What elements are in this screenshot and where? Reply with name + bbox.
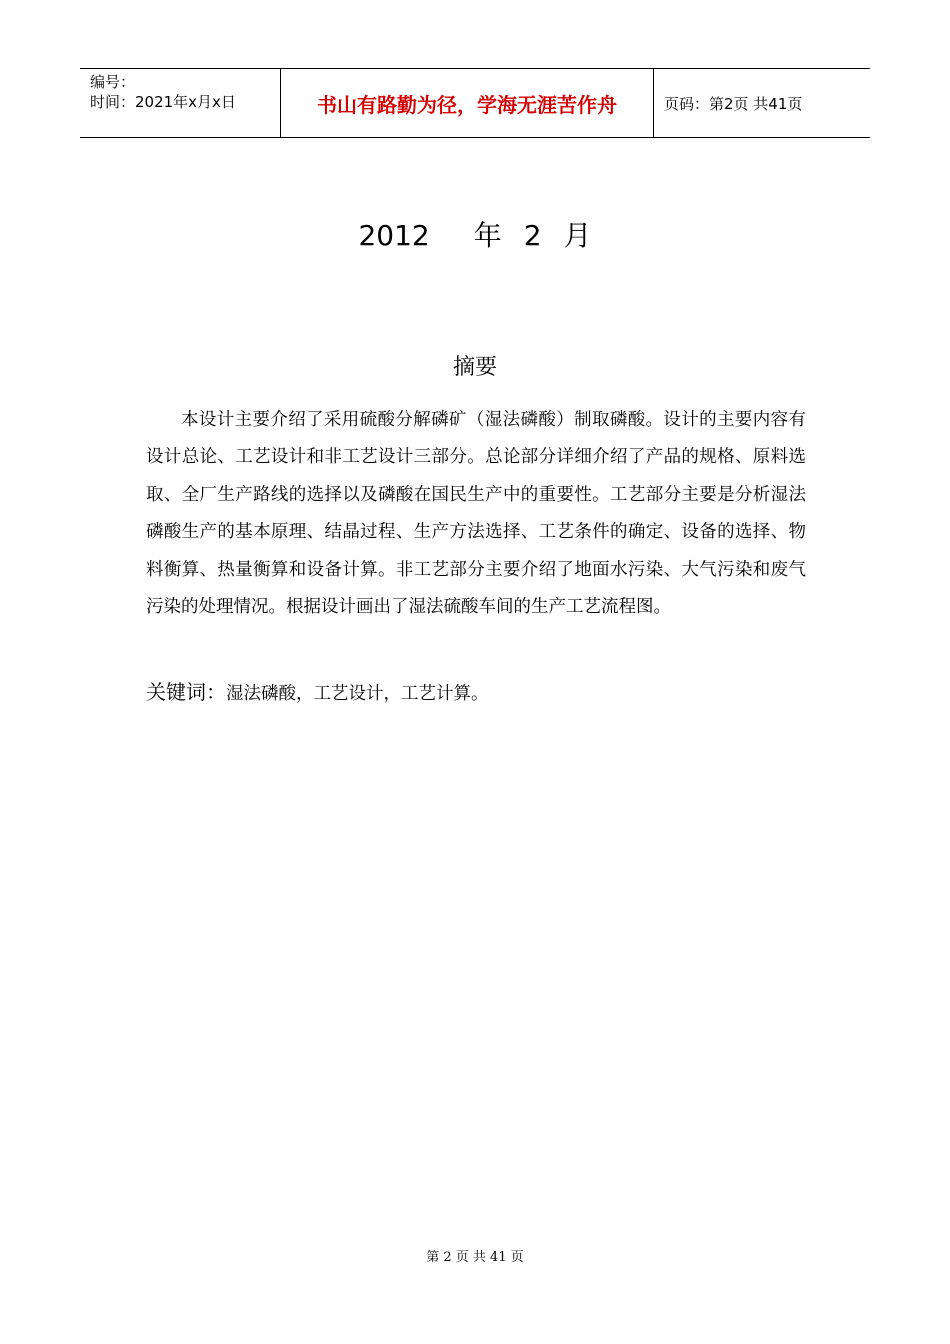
date-month-char: 月 — [563, 219, 592, 252]
header-page-cell — [654, 69, 870, 137]
date-month: 2 — [523, 219, 542, 252]
keywords-line — [146, 676, 806, 705]
page-info: 页码：第2页 共41页 — [664, 94, 803, 113]
code-label: 编号： — [90, 73, 136, 91]
keywords-value: 湿法磷酸，工艺设计，工艺计算。 — [226, 684, 489, 704]
date-year-char: 年 — [473, 219, 502, 252]
time-label: 时间：2021年x月x日 — [90, 93, 236, 111]
abstract-body — [146, 402, 806, 626]
page-header — [80, 68, 870, 138]
date-year: 2012 — [358, 219, 430, 252]
header-motto: 书山有路勤为径，学海无涯苦作舟 — [281, 69, 654, 137]
date-line — [0, 214, 950, 254]
abstract-title: 摘要 — [452, 355, 497, 380]
keywords-label: 关键词： — [146, 680, 226, 704]
abstract-paragraph: 本设计主要介绍了采用硫酸分解磷矿（湿法磷酸）制取磷酸。设计的主要内容有设计总论、工艺设计和非工艺设计三部分。总论部分详细介绍了产品的规格、原料选取、全厂生产路线的选择以及磷酸在国民生产中的重要性。工艺部分主要是分析湿法磷酸生产的基本原理、结晶过程、生产方法选择、工艺条件的确定、设备的选择、物料衡算、热量衡算和设备计算。非工艺部分主要介绍了地面水污染、大气污染和废气污染的处理情况。根据设计画出了湿法硫酸车间的生产工艺流程图。 — [146, 410, 806, 618]
page-footer: 第 2 页 共 41 页 — [426, 1250, 524, 1265]
header-meta-cell — [80, 69, 281, 137]
